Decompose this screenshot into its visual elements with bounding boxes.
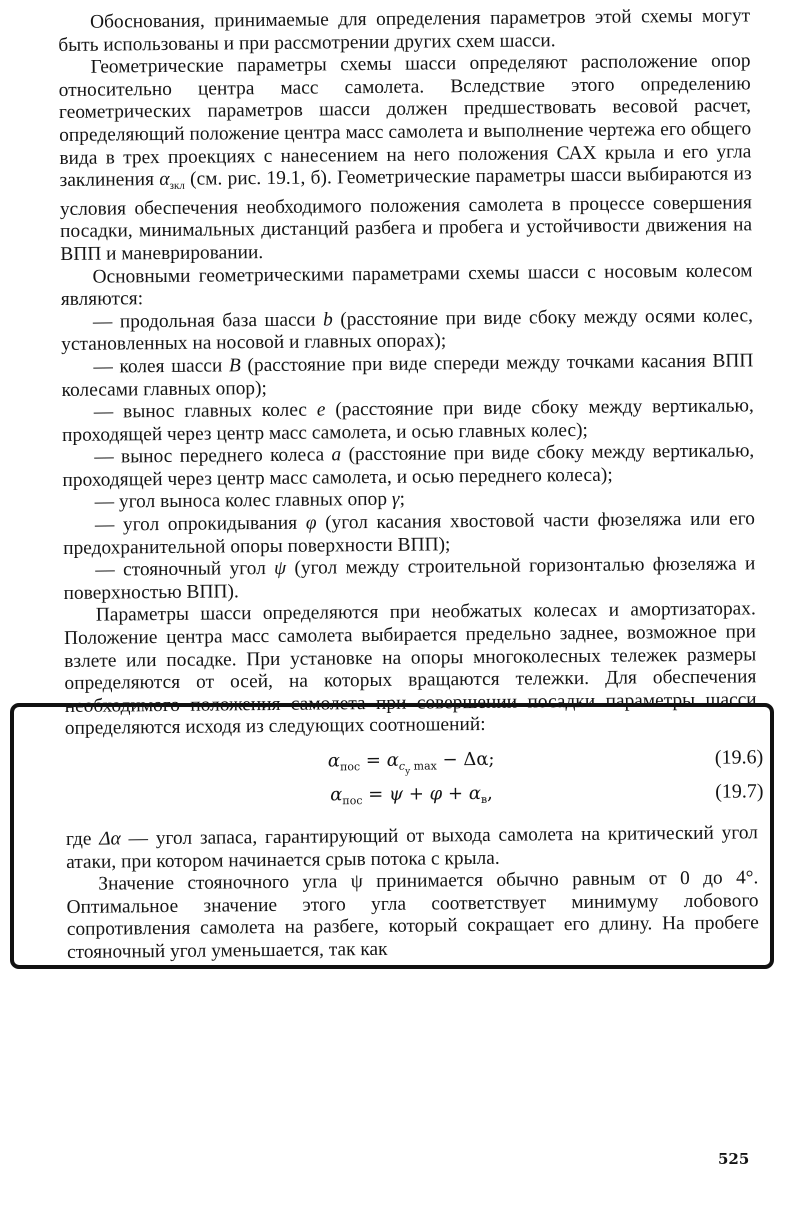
paragraph-3: Основными геометрическими параметрами схемы шасси с носовым колесом являются: xyxy=(60,259,753,311)
formula-rhs: α xyxy=(386,749,399,771)
alpha-subscript: зкл xyxy=(169,179,185,193)
list-item-text: угол выноса колес главных опор xyxy=(118,489,392,513)
list-item xyxy=(63,554,755,606)
list-dash: — xyxy=(93,356,120,378)
list-item-symbol: B xyxy=(228,355,241,377)
list-item-symbol: φ xyxy=(305,512,317,534)
list-item xyxy=(61,350,753,402)
list-item-text: колея шасси xyxy=(119,355,230,378)
formula-19-7 xyxy=(65,780,764,821)
list-item-symbol: a xyxy=(331,444,342,466)
list-item-text: ; xyxy=(399,489,406,511)
list-dash: — xyxy=(93,401,124,423)
paragraph-4-text: — угол запаса, гарантирующий от выхода самолета на критический угол атаки, при котором начинается срыв потока с крыла. xyxy=(66,822,759,873)
list-dash: — xyxy=(94,514,124,536)
list-item-text: (угол между строительной горизонталью фюзеляжа и поверхностью ВПП). xyxy=(63,553,756,604)
list-item-text: (расстояние при виде спереди между точками касания ВПП колесами главных опор); xyxy=(61,350,754,401)
formula-lhs-sub: пос xyxy=(342,794,363,808)
list-item-text: продольная база шасси xyxy=(119,309,324,333)
paragraph-2-text: Геометрические параметры схемы шасси определяют расположение опор относительно центра масс самолета. Вследствие этого определению геометрических параметров шасси должен предшествовать весовой расчет, определяющий положение центра масс самолета и выполнение чертежа его общего вида в трех проекциях с нанесением на него положения САХ крыла и его угла заклинения xyxy=(58,50,752,192)
list-item-text: угол опрокидывания xyxy=(122,512,306,536)
formula-sub-max: max xyxy=(410,759,437,773)
formula-rhs-sub xyxy=(398,759,437,777)
formula-eq: = xyxy=(362,783,390,806)
page-body xyxy=(58,5,764,964)
list-item-symbol: ψ xyxy=(274,558,287,580)
list-item-text: стояночный угол xyxy=(122,558,275,581)
paragraph-2-tail: (см. рис. 19.1, б). Геометрические параметры шасси выбираются из условия обеспечения необходимого положения самолета в процессе совершения посадки, минимальных дистанций разбега и пробега и устойчивости движения на ВПП и маневрировании. xyxy=(59,163,753,265)
paragraph-5: Значение стояночного угла ψ принимается обычно равным от 0 до 4°. Оптимальное значение этого угла соответствует минимуму лобового сопротивления самолета на разбеге, который сокращает его длину. На пробеге стояночный угол уменьшается, так как xyxy=(66,867,759,963)
list-item-text: (расстояние при виде сбоку между осями колес, установленных на носовой и главных опорах); xyxy=(61,305,754,356)
paragraph-2 xyxy=(58,51,752,267)
formula-lhs-sub: пос xyxy=(340,760,361,774)
formula-rhs-tail: − Δα; xyxy=(436,748,495,771)
delta-alpha-symbol: Δα xyxy=(99,828,121,850)
list-item xyxy=(62,395,754,447)
list-item-text: вынос главных колес xyxy=(123,399,317,423)
formula-rhs-sub: в xyxy=(480,792,488,806)
formula-lhs: α xyxy=(327,750,341,772)
paragraph-4-start: где xyxy=(65,828,100,850)
equation-number: (19.7) xyxy=(715,780,764,803)
list-dash: — xyxy=(95,559,124,581)
equation-number: (19.6) xyxy=(714,746,764,769)
list-item xyxy=(62,441,754,493)
list-item-text: (расстояние при виде сбоку между вертикалью, проходящей через центр масс самолета, и осью переднего колеса); xyxy=(62,440,755,491)
list-dash: — xyxy=(94,491,120,514)
page-number: 525 xyxy=(718,1150,750,1168)
alpha-symbol: α xyxy=(159,169,170,191)
boxed-paragraph: Параметры шасси определяются при необжатых колесах и амортизаторах. Положение центра масс самолета выбирается предельно заднее, возможное при взлете или посадке. При установке на опоры многоколесных тележек размеры определяются от осей, на которых вращаются тележки. Для обеспечения необходимого положения самолета при совершении посадки параметры шасси определяются исходя из следующих соотношений: xyxy=(63,598,757,740)
formula-eq: = xyxy=(360,749,387,772)
formula-lhs: α xyxy=(330,784,343,806)
formula-rhs-tail: , xyxy=(487,782,493,804)
list-item xyxy=(61,305,753,357)
list-item-symbol: e xyxy=(316,399,326,421)
formula-block xyxy=(65,746,764,823)
list-item-symbol: b xyxy=(322,309,333,331)
list-item-text: вынос переднего колеса xyxy=(120,444,332,468)
formula-sub-y: y xyxy=(405,766,411,777)
list-dash: — xyxy=(92,311,120,333)
formula-rhs: ψ + φ + α xyxy=(388,782,482,805)
list-item-symbol: γ xyxy=(391,489,400,511)
list-dash: — xyxy=(94,446,122,468)
formula-sub-c: c xyxy=(398,759,406,773)
paragraph-4 xyxy=(66,822,758,874)
list-item xyxy=(63,508,755,560)
formula-expression xyxy=(65,780,757,815)
list-item-text: (расстояние при виде сбоку между вертикалью, проходящей через центр масс самолета, и осью главных колес); xyxy=(61,395,754,446)
paragraph-1: Обоснования, принимаемые для определения параметров этой схемы могут быть использованы и при рассмотрении других схем шасси. xyxy=(58,5,751,56)
list-item-text: (угол касания хвостовой части фюзеляжа или его предохранительной опоры поверхности ВПП); xyxy=(63,508,755,559)
